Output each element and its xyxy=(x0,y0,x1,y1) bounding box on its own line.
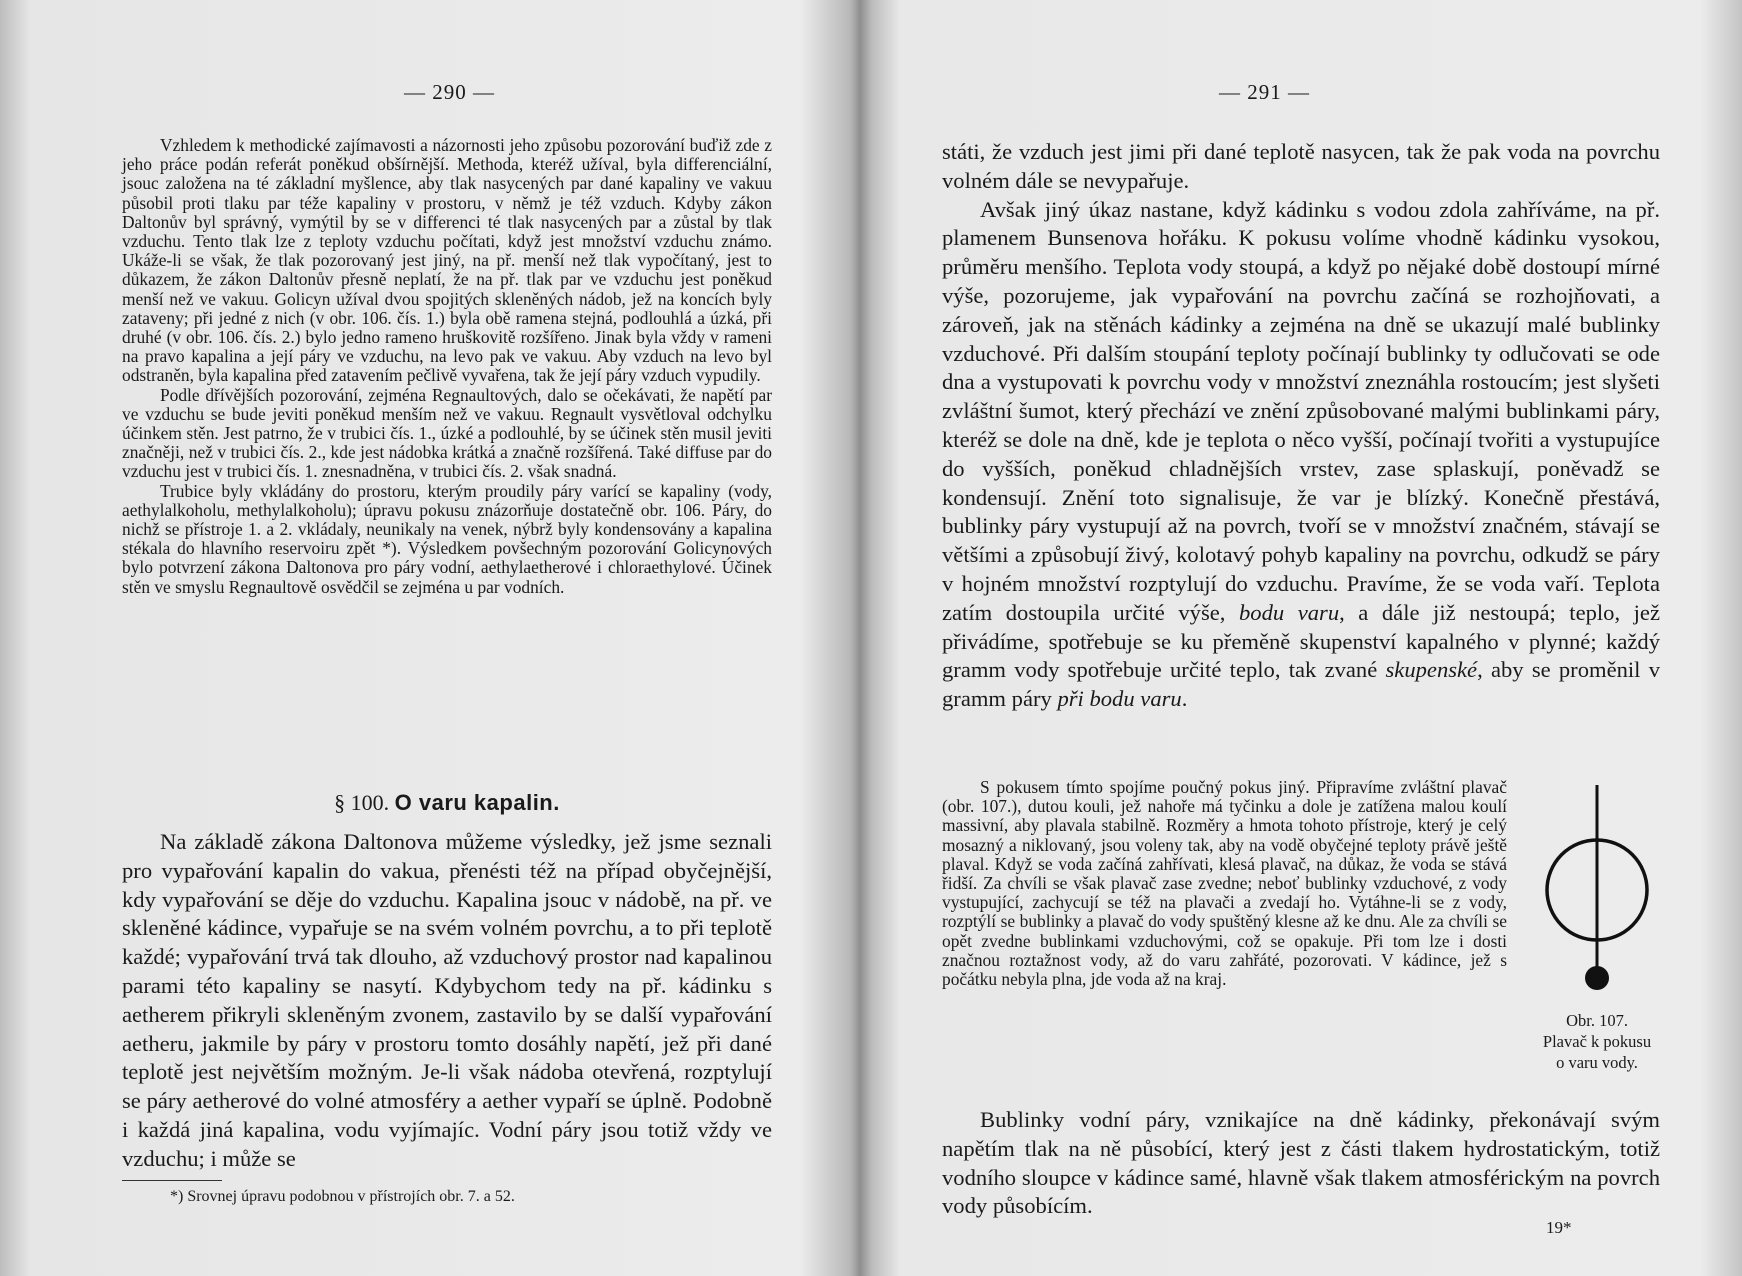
figure-caption xyxy=(1522,1010,1672,1073)
right-paragraph-2-cont-1: , a dále již nestoupá; teplo, jež přivádíme, spotřebuje se ku přeměně skupenství kapalného v plynné; každý gramm vody spotřebuje určité teplo, tak zvané xyxy=(942,599,1660,683)
left-paragraph-1: Vzhledem k methodické zajímavosti a názornosti jeho způsobu pozorování buďiž zde z jeho práce podán referát poněkud obšírnější. Methoda, kteréž užíval, byla differenciální, jsouc založena na té základní myšlence, aby tlak nasycených par dané kapaliny ve vakuu působil proti tlaku par téže kapaliny v prostoru, v němž je též vzduch. Kdyby zákon Daltonův byl správný, vymýtil by se v differenci té tlak nasycených par a zůstal by tlak vzduchu. Tento tlak lze z teploty vzduchu počítati, když jest množství vzduchu známo. Ukáže-li se však, že tlak pozorovaný jest jiný, na př. menší než tlak vypočítaný, jest to důkazem, že zákon Daltonův přesně neplatí, že na př. tlak par ve vzduchu jest poněkud menší než ve vakuu. Golicyn užíval dvou spojitých skleněných nádob, jež na koncích byly zataveny; při jedné z nich (v obr. 106. čís. 1.) byla obě ramena stejná, podlouhlá a úzká, při druhé (v obr. 106. čís. 2.) bylo jedno rameno hruškovitě rozšířeno. Jinak byla vždy v rameni na pravo kapalina a její páry ve vzduchu, na levo pak ve vakuu. Aby vzduch na levo byl odstraněn, byla kapalina před zatavením pečlivě vyvařena, tak že její páry vzduch vypudily. xyxy=(122,135,772,386)
signature-mark: 19* xyxy=(1546,1218,1572,1237)
footnote-rule xyxy=(122,1180,222,1181)
section-heading xyxy=(122,790,772,816)
right-top-text-block xyxy=(942,138,1660,714)
left-small-text-block xyxy=(122,136,772,597)
section-title: O varu kapalin. xyxy=(394,790,560,815)
section-number: § 100. xyxy=(334,790,390,815)
figure-caption-line-3: o varu vody. xyxy=(1556,1053,1638,1072)
page-number-right: — 291 — xyxy=(1219,80,1310,104)
right-paragraph-2-end: . xyxy=(1181,686,1188,712)
right-paragraph-2 xyxy=(942,196,1660,714)
right-bottom-paragraph: Bublinky vodní páry, vznikajíce na dně kádinky, překonávají svým napětím tlak na ně působící, který jest z části tlakem hydrostatickým, totiž vodního sloupce v kádince samé, hlavně však tlakem atmosférickým na povrch vody působícím. xyxy=(942,1107,1660,1219)
term-boiling-point: bodu varu xyxy=(1238,599,1340,625)
left-large-paragraph: Na základě zákona Daltonova můžeme výsledky, jež jsme seznali pro vypařování kapalin do vakua, přenésti též na případ obyčejnější, kdy vypařování se děje do vzduchu. Kapalina jsouc v nádobě, na př. ve skleněné kádince, vypařuje se na svém volném povrchu, a to při teplotě každé; vypařování trvá tak dlouho, až vzduchový prostor nad kapalinou parami této kapaliny se nasytí. Kdybychom tedy na př. kádinku s aetherem přikryli skleněným zvonem, zastavilo by se další vypařování aetheru, jakmile by páry v prostoru tomto dosáhly napětí, jež při dané teplotě jest největším možným. Je-li však nádoba otevřená, rozptylují se páry aetherové do volné atmosféry a aether vypaří se úplně. Podobně i každá jiná kapalina, vodu vyjímajíc. Vodní páry jsou totiž vždy ve vzduchu; i může se xyxy=(122,829,772,1171)
term-latent: skupenské xyxy=(1385,657,1478,683)
right-paragraph-1: státi, že vzduch jest jimi při dané teplotě nasycen, tak že pak voda na povrchu volném dále se nevypařuje. xyxy=(942,139,1660,193)
right-small-text-block xyxy=(942,778,1507,989)
left-paragraph-3: Trubice byly vkládány do prostoru, kterým proudily páry varící se kapaliny (vody, aethylalkoholu, methylalkoholu); úpravu pokusu znázorňuje dostatečně obr. 106. Páry, do nichž se přístroje 1. a 2. vkládaly, neunikaly na venek, nýbrž byly kondensovány a kapalina stékala do hlavního reservoiru zpět *). Výsledkem povšechným pozorování Golicynových bylo potvrzení zákona Daltonova pro páry vodní, aethylaetherové i chloraethylové. Účinek stěn ve smyslu Regnaultově osvědčil se zejména u par vodních. xyxy=(122,480,772,597)
left-paragraph-2: Podle dřívějších pozorování, zejména Regnaultových, dalo se očekávati, že napětí par ve vzduchu se bude jeviti poněkud menším než ve vakuu. Regnault vysvětloval odchylku účinkem stěn. Jest patrno, že v trubici čís. 1., úzké a podlouhlé, by se účinek stěn musil jeviti značněji, než v trubici čís. 2., kde jest nádobka krátká a značně rozšířená. Také diffuse par do vzduchu jest v trubici čís. 1. znesnadněna, v trubici čís. 2. však snadná. xyxy=(122,384,772,482)
left-large-text-block xyxy=(122,828,772,1174)
right-paragraph-2-text: Avšak jiný úkaz nastane, když kádinku s vodou zdola zahříváme, na př. plamenem Bunsenova hořáku. K pokusu volíme vhodně kádinku vysokou, průměru menšího. Teplota vody stoupá, a když po nějaké době dostoupí mírné výše, pozorujeme, jak vypařování na povrchu začíná se rozhojňovati, a zároveň, jak na stěnách kádinky a zejména na dně se ukazují malé bublinky vzduchové. Při dalším stoupání teploty počínají bublinky ty odlučovati se ode dna a vystupovati k povrchu vody v množství zneznáhla rostoucím; jest slyšeti zvláštní šumot, který přechází ve znění způsobované malými bublinkami páry, kteréž se dole na dně, kde je teplota o něco vyšší, počínají tvořiti a vystupujíce do vyšších, poněkud chladnějších vrstev, zase splaskují, poněvadž se kondensují. Znění toto signalisuje, že var je blízký. Konečně přestává, bublinky páry vystupují až na povrch, tvoří se v množství značném, stávají se většími a způsobují živý, kolotavý pohyb kapaliny na povrchu, odkudž se páry v hojném množství rozptylují do vzduchu. Pravíme, že se voda vaří. Teplota zatím dostoupila určité výše, xyxy=(942,196,1660,625)
term-at-boiling: při bodu varu xyxy=(1057,686,1182,712)
footnote: *) Srovnej úpravu podobnou v přístrojích obr. 7. a 52. xyxy=(170,1188,515,1205)
figure-caption-line-2: Plavač k pokusu xyxy=(1542,1032,1652,1051)
right-page xyxy=(862,0,1742,1276)
right-paragraph-2-cont-2: , aby se proměnil v gramm páry xyxy=(942,657,1660,712)
left-page xyxy=(0,0,860,1276)
page-number-left: — 290 — xyxy=(404,80,495,104)
figure-float-diagram xyxy=(1522,780,1672,1020)
right-bottom-text-block xyxy=(942,1106,1660,1221)
figure-caption-line-1: Obr. 107. xyxy=(1566,1011,1628,1030)
float-icon xyxy=(1522,780,1672,1010)
right-small-paragraph: S pokusem tímto spojíme poučný pokus jiný. Připravíme zvláštní plavač (obr. 107.), dutou kouli, jež nahoře má tyčinku a dole je zatížena malou koulí massivní, aby plavala stabilně. Rozměry a hmota tohoto přístroje, který je celý mosazný a niklovaný, jsou voleny tak, aby na vodě obyčejné teploty právě ještě plaval. Když se voda začíná zahřívati, klesá plavač, na důkaz, že voda se stává řidší. Za chvíli se však plavač zase zvedne; neboť bublinky vzduchové, z vody vystupující, zachycují se též na plavači a zvedají ho. Vytáhne-li se z vody, rozptýlí se bublinky a plavač do vody spuštěný klesne až ke dnu. Ale za chvíli se opět zvedne bublinkami vzduchovými, což se opakuje. Při tom lze i dosti značnou roztažnost vody, až do varu zahřáté, pozorovati. V kádince, jež s počátku nebyla plna, jde voda až na kraj. xyxy=(942,777,1507,990)
